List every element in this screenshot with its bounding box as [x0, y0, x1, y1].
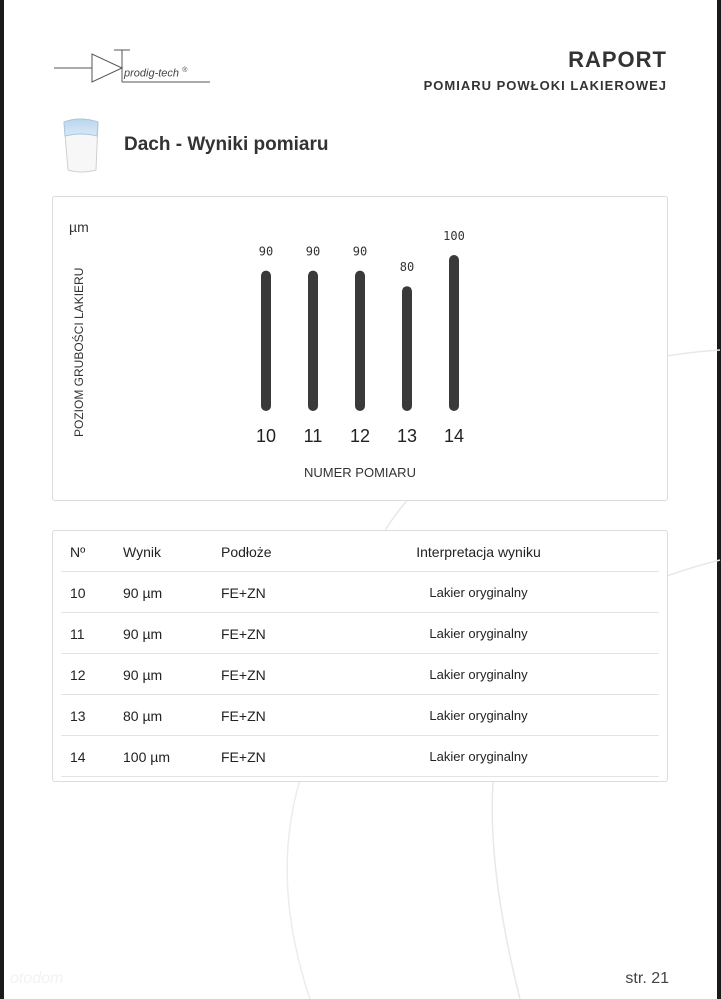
cell-result: 90 µm — [123, 626, 163, 642]
results-table — [52, 530, 668, 782]
column-header-result: Wynik — [123, 544, 161, 560]
prodig-tech-logo — [54, 46, 214, 86]
chart-bar — [261, 271, 271, 411]
cell-result: 80 µm — [123, 708, 163, 724]
table-row — [61, 654, 659, 695]
cell-interpretation: Lakier oryginalny — [429, 626, 528, 641]
cell-result: 90 µm — [123, 667, 163, 683]
cell-number: 10 — [70, 585, 86, 601]
cell-number: 11 — [70, 626, 85, 642]
page-number: str. 21 — [625, 970, 669, 987]
chart-category-label: 14 — [443, 426, 465, 446]
brand-name: prodig-tech ® — [124, 67, 188, 80]
chart-bar — [402, 286, 412, 411]
chart-category-label: 13 — [396, 426, 418, 446]
table-row — [61, 736, 659, 777]
table-header-row — [61, 531, 659, 572]
cell-number: 13 — [70, 708, 86, 724]
chart-x-axis-label: NUMER POMIARU — [304, 465, 416, 480]
car-roof-icon — [60, 116, 102, 174]
cell-number: 14 — [70, 749, 86, 765]
cell-interpretation: Lakier oryginalny — [429, 708, 528, 723]
table-row — [61, 572, 659, 613]
table-row — [61, 613, 659, 654]
table-row — [61, 695, 659, 736]
chart-category-label: 12 — [349, 426, 371, 446]
cell-substrate: FE+ZN — [221, 585, 266, 601]
cell-result: 90 µm — [123, 585, 163, 601]
cell-result: 100 µm — [123, 749, 170, 765]
column-header-substrate: Podłoże — [221, 544, 272, 560]
cell-number: 12 — [70, 667, 86, 683]
cell-substrate: FE+ZN — [221, 667, 266, 683]
column-header-interpretation: Interpretacja wyniku — [416, 544, 541, 560]
thickness-chart — [53, 197, 667, 500]
page-edge-left — [0, 0, 4, 999]
report-title: RAPORT — [568, 47, 667, 72]
chart-value-label: 90 — [352, 244, 368, 259]
cell-substrate: FE+ZN — [221, 749, 266, 765]
chart-category-label: 11 — [303, 426, 323, 446]
chart-y-axis-label: POZIOM GRUBOŚCI LAKIERU — [72, 267, 86, 437]
watermark: otodom — [10, 970, 64, 987]
chart-unit-label: µm — [69, 219, 89, 235]
section-title: Dach - Wyniki pomiaru — [124, 134, 329, 155]
chart-category-label: 10 — [255, 426, 277, 446]
cell-substrate: FE+ZN — [221, 626, 266, 642]
chart-value-label: 90 — [258, 244, 274, 259]
chart-value-label: 100 — [443, 229, 465, 243]
report-subtitle: POMIARU POWŁOKI LAKIEROWEJ — [423, 78, 667, 93]
chart-value-label: 90 — [305, 244, 321, 259]
cell-interpretation: Lakier oryginalny — [429, 585, 528, 600]
column-header-number: Nº — [70, 544, 86, 560]
chart-bar — [449, 255, 459, 411]
chart-card — [52, 196, 668, 501]
page-edge-right — [717, 0, 721, 999]
cell-interpretation: Lakier oryginalny — [429, 749, 528, 764]
chart-value-label: 80 — [399, 260, 415, 275]
cell-substrate: FE+ZN — [221, 708, 266, 724]
cell-interpretation: Lakier oryginalny — [429, 667, 528, 682]
chart-bar — [355, 271, 365, 411]
chart-bar — [308, 271, 318, 411]
